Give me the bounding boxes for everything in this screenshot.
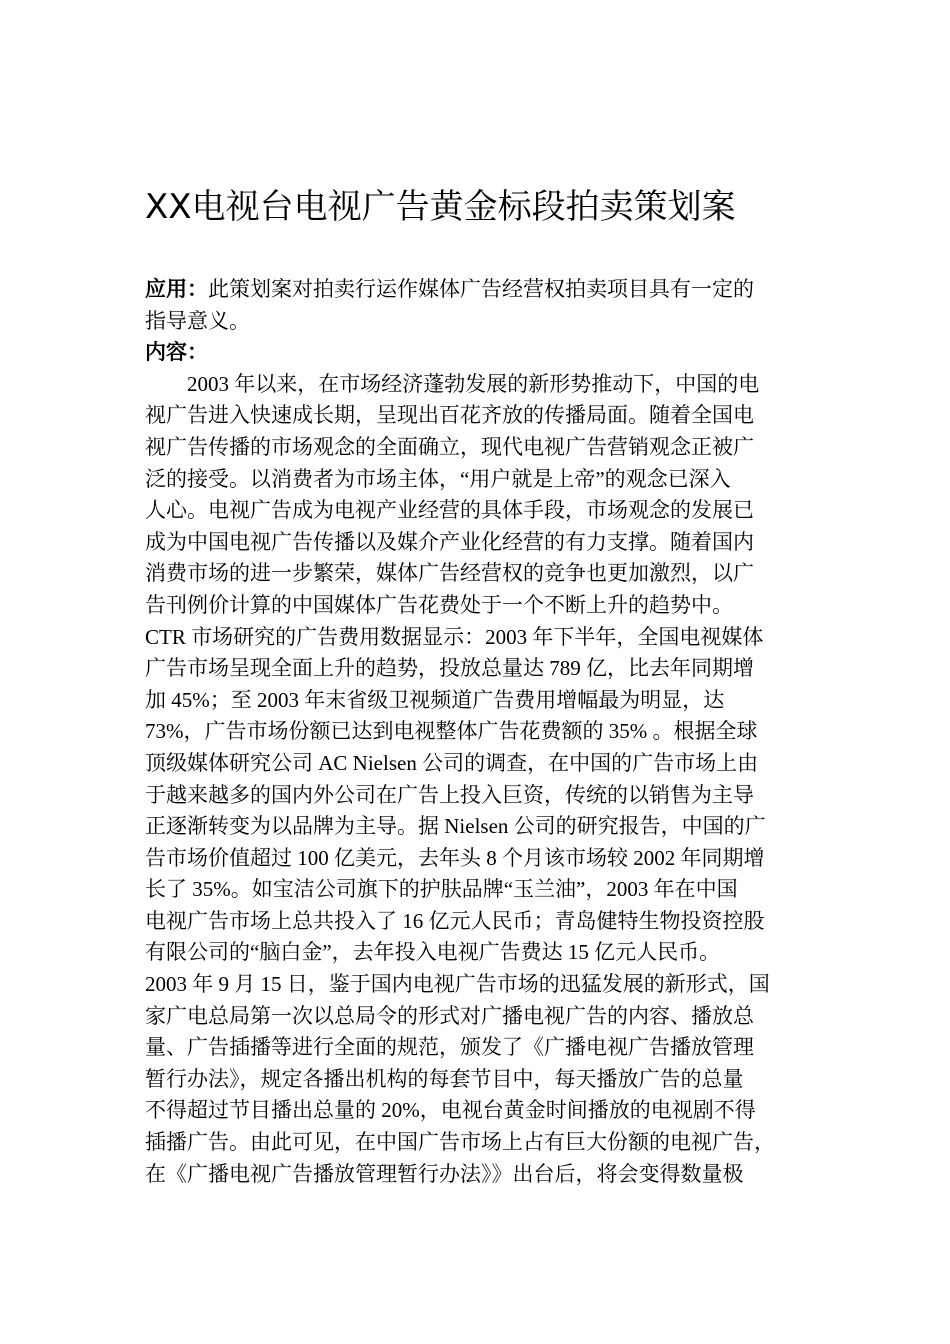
body-line: 2003 年 9 月 15 日，鉴于国内电视广告市场的迅猛发展的新形式，国 [145, 972, 770, 997]
body-line: 广告市场呈现全面上升的趋势，投放总量达 789 亿，比去年同期增 [145, 656, 754, 681]
body-line: 视广告进入快速成长期，呈现出百花齐放的传播局面。随着全国电 [145, 403, 754, 428]
body-line: 73%，广告市场份额已达到电视整体广告花费额的 35% 。根据全球 [145, 719, 758, 744]
application-text-1: 此策划案对拍卖行运作媒体广告经营权拍卖项目具有一定的 [208, 277, 754, 301]
body-line: 家广电总局第一次以总局令的形式对广播电视广告的内容、播放总 [145, 1003, 754, 1028]
body-line: 暂行办法》，规定各播出机构的每套节目中，每天播放广告的总量 [145, 1066, 744, 1091]
body-line: 泛的接受。以消费者为市场主体，“用户就是上帝”的观念已深入 [145, 466, 731, 491]
content-label: 内容： [145, 340, 208, 365]
body-line: 有限公司的“脑白金”，去年投入电视广告费达 15 亿元人民币。 [145, 940, 721, 965]
content-heading-paragraph [145, 337, 805, 369]
document-title: XX电视台电视广告黄金标段拍卖策划案 [145, 187, 736, 227]
body-line: 2003 年以来，在市场经济蓬勃发展的新形势推动下，中国的电 [187, 371, 760, 396]
body-line: 在《广播电视广告播放管理暂行办法》》出台后，将会变得数量极 [145, 1161, 744, 1186]
body-line: 告刊例价计算的中国媒体广告花费处于一个不断上升的趋势中。 [145, 592, 733, 617]
body-line: 插播广告。由此可见，在中国广告市场上占有巨大份额的电视广告， [145, 1130, 775, 1155]
body-line: 顶级媒体研究公司 AC Nielsen 公司的调查，在中国的广告市场上由 [145, 750, 759, 775]
body-line: 于越来越多的国内外公司在广告上投入巨资，传统的以销售为主导 [145, 782, 754, 807]
body-line: 成为中国电视广告传播以及媒介产业化经营的有力支撑。随着国内 [145, 529, 754, 554]
body-line: 消费市场的进一步繁荣，媒体广告经营权的竞争也更加激烈，以广 [145, 561, 754, 586]
body-line: 告市场价值超过 100 亿美元，去年头 8 个月该市场较 2002 年同期增 [145, 845, 765, 870]
body-line: 量、广告插播等进行全面的规范，颁发了《广播电视广告播放管理 [145, 1035, 754, 1060]
body-line: 正逐渐转变为以品牌为主导。据 Nielsen 公司的研究报告，中国的广 [145, 814, 766, 839]
body-line: 不得超过节目播出总量的 20%，电视台黄金时间播放的电视剧不得 [145, 1098, 756, 1123]
document-body [145, 274, 805, 1190]
application-paragraph [145, 274, 805, 337]
application-label: 应用： [145, 277, 208, 301]
body-line: 电视广告市场上总共投入了 16 亿元人民币；青岛健特生物投资控股 [145, 908, 765, 933]
body-line: 加 45%；至 2003 年末省级卫视频道广告费用增幅最为明显，达 [145, 687, 725, 712]
body-line: 人心。电视广告成为电视产业经营的具体手段，市场观念的发展已 [145, 498, 754, 523]
content-paragraph [145, 369, 805, 1190]
body-line: CTR 市场研究的广告费用数据显示：2003 年下半年，全国电视媒体 [145, 624, 764, 649]
application-line-1 [145, 274, 805, 306]
body-line: 长了 35%。如宝洁公司旗下的护肤品牌“玉兰油”，2003 年在中国 [145, 877, 738, 902]
application-line-2: 指导意义。 [145, 308, 250, 333]
body-line: 视广告传播的市场观念的全面确立，现代电视广告营销观念正被广 [145, 434, 754, 459]
